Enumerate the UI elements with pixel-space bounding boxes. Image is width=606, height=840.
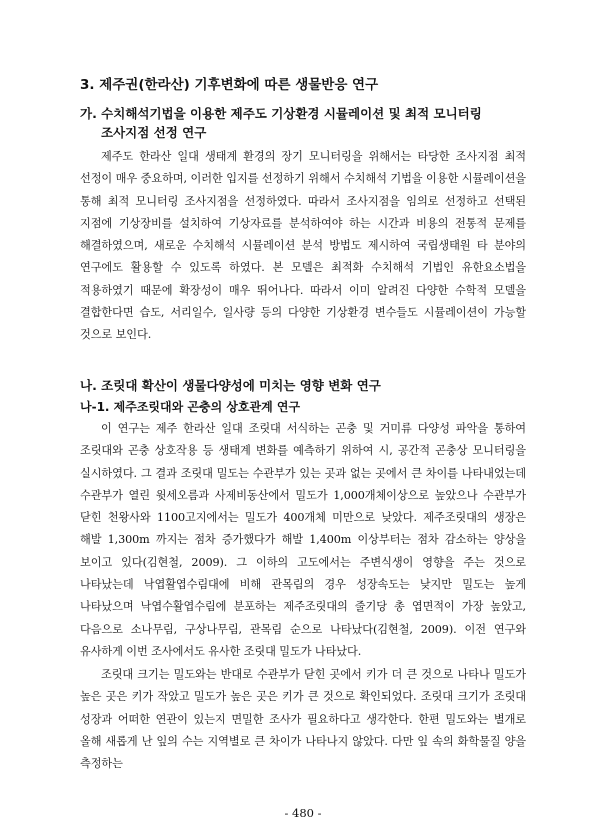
subsection-ga-title <box>80 104 540 142</box>
subsection-ga-title-line1: 가. 수치해석기법을 이용한 제주도 기상환경 시뮬레이션 및 최적 모니터링 <box>80 106 482 121</box>
subsection-na-paragraph-2: 조릿대 크기는 밀도와는 반대로 수관부가 닫힌 곳에서 키가 더 큰 것으로 나타나 밀도가 높은 곳은 키가 작았고 밀도가 높은 곳은 키가 큰 것으로 확인되었다. 조릿대 크기가 조릿대 성장과 어떠한 연관이 있는지 면밀한 조사가 필요하다고 생각한다. 한편 밀도와는 별개로 올해 새롭게 난 잎의 수는 지역별로 큰 차이가 나타나지 않았다. 다만 잎 속의 화학물질 양을 측정하는 <box>80 668 526 771</box>
subsection-na-1-title: 나-1. 제주조릿대와 곤충의 상호관계 연구 <box>80 400 301 414</box>
section-title: 3. 제주권(한라산) 기후변화에 따른 생물반응 연구 <box>80 77 379 93</box>
subsection-na-title: 나. 조릿대 확산이 생물다양성에 미치는 영향 변화 연구 <box>80 378 381 393</box>
subsection-ga-title-line2: 조사지점 선정 연구 <box>101 125 207 140</box>
subsection-ga-paragraph: 제주도 한라산 일대 생태계 환경의 장기 모니터링을 위해서는 타당한 조사지점 최적 선정이 매우 중요하며, 이러한 입지를 선정하기 위해서 수치해석 기법을 이용한 시뮬레이션을 통해 최적 모니터링 조사지점을 선정하였다. 따라서 조사지점을 임의로 선정하고 선택된 지점에 기상장비를 설치하여 기상자료를 분석하여야 하는 시간과 비용의 전통적 문제를 해결하였으며, 새로운 수치해석 시뮬레이션 분석 방법도 제시하여 국립생태원 타 분야의 연구에도 활용할 수 있도록 하였다. 본 모델은 최적화 수치해석 기법인 유한요소법을 적용하였기 때문에 확장성이 매우 뛰어나다. 따라서 이미 알려진 다양한 수학적 모델을 결합한다면 습도, 서리일수, 일사량 등의 다양한 기상환경 변수들도 시뮬레이션이 가능할 것으로 보인다. <box>80 150 526 342</box>
subsection-na-paragraph-1: 이 연구는 제주 한라산 일대 조릿대 서식하는 곤충 및 거미류 다양성 파악을 통하여 조릿대와 곤충 상호작용 등 생태계 변화를 예측하기 위하여 시, 공간적 곤충상 모니터링을 실시하였다. 그 결과 조릿대 밀도는 수관부가 있는 곳과 없는 곳에서 큰 차이를 나타내었는데 수관부가 열린 윗세오름과 사제비동산에서 밀도가 1,000개체이상으로 높았으나 수관부가 닫힌 천왕사와 1100고지에서는 밀도가 400개체 미만으로 낮았다. 제주조릿대의 생장은 해발 1,300m 까지는 점차 증가했다가 해발 1,400m 이상부터는 점차 감소하는 양상을 보이고 있다(김현철, 2009). 그 이하의 고도에서는 주변식생이 영향을 주는 것으로 나타났는데 낙엽활엽수림대에 비해 관목림의 경우 성장속도는 낮지만 밀도는 높게 나타났으며 낙엽수활엽수림에 분포하는 제주조릿대의 줄기당 총 엽면적이 가장 높았고, 다음으로 소나무림, 구상나무림, 관목림 순으로 나타났다(김현철, 2009). 이전 연구와 유사하게 이번 조사에서도 유사한 조릿대 밀도가 나타났다. <box>80 422 526 658</box>
page-number: - 480 - <box>284 806 322 820</box>
